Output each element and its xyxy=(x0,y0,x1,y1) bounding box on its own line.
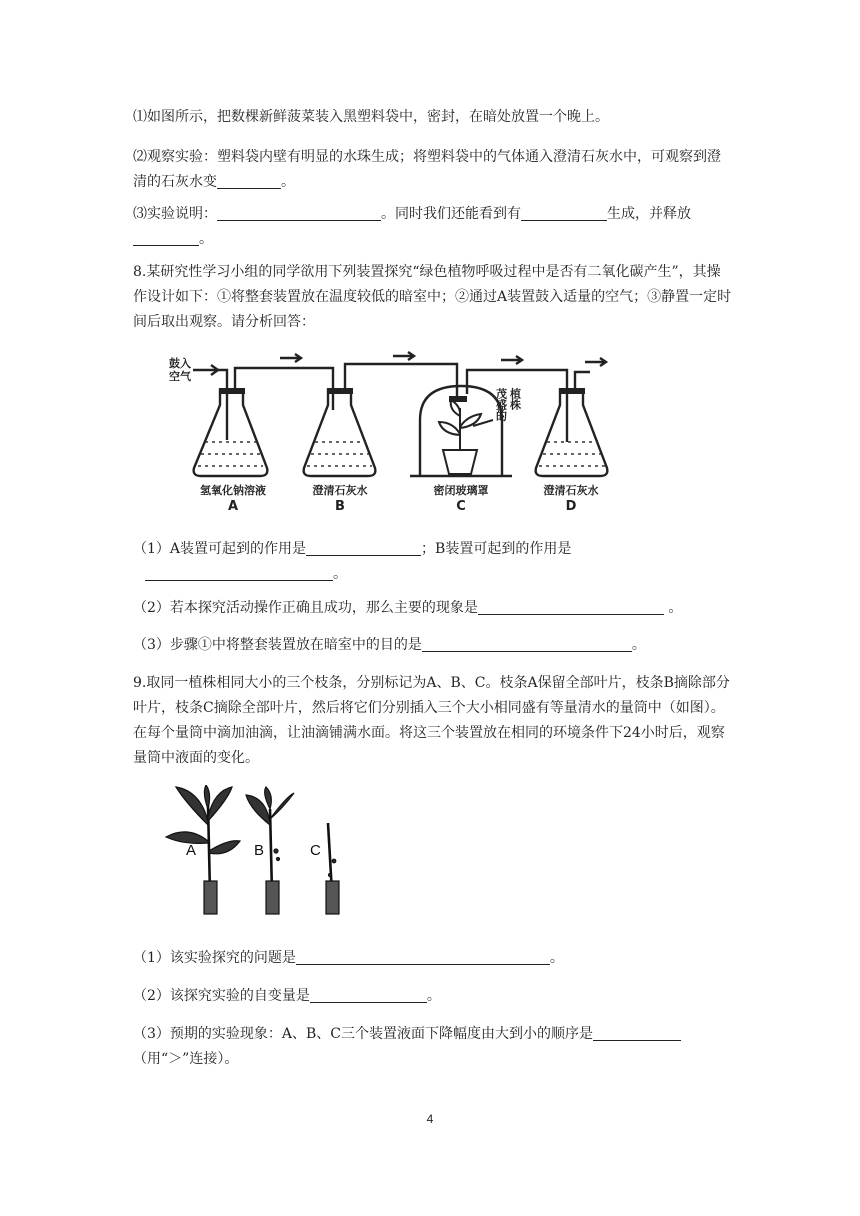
answer-blank[interactable] xyxy=(593,1025,681,1041)
branch-label-a: A xyxy=(186,842,197,859)
q8-sub2: （2）若本探究活动操作正确且成功，那么主要的现象是 。 xyxy=(133,600,683,616)
answer-blank[interactable] xyxy=(306,540,421,556)
plant-label: 植株 xyxy=(508,388,522,410)
answer-blank[interactable] xyxy=(145,565,333,581)
q8-sub1: （1）A装置可起到的作用是 ；B装置可起到的作用是 。 xyxy=(133,541,572,582)
page-number: 4 xyxy=(426,1112,434,1126)
q9-branches-figure xyxy=(158,785,363,915)
answer-blank[interactable] xyxy=(217,205,381,221)
q8-apparatus-figure xyxy=(165,350,620,525)
plant-label: 茂盛的 xyxy=(494,388,508,421)
q8-intro: 8.某研究性学习小组的同学欲用下列装置探究“绿色植物呼吸过程中是否有二氧化碳产生”，其操作设计如下：①将整套装置放在温度较低的暗室中；②通过A装置鼓入适量的空气；③静置一定时间后取出观察。请分析回答： xyxy=(133,264,732,330)
air-in-label: 鼓入 xyxy=(169,357,191,370)
answer-blank[interactable] xyxy=(133,230,199,246)
q9-sub1: （1）该实验探究的问题是 。 xyxy=(133,950,564,966)
apparatus-diagram xyxy=(165,350,620,525)
q9-sub2: （2）该探究实验的自变量是 。 xyxy=(133,988,441,1004)
apparatus-letter-b: B xyxy=(335,499,345,514)
potted-plant-icon xyxy=(439,400,493,474)
answer-blank[interactable] xyxy=(310,987,427,1003)
apparatus-letter-c: C xyxy=(456,499,466,514)
apparatus-name-a: 氢氧化钠溶液 xyxy=(200,484,266,497)
q9-intro: 9.取同一植株相同大小的三个枝条，分别标记为A、B、C。枝条A保留全部叶片，枝条B摘除部分叶片，枝条C摘除全部叶片，然后将它们分别插入三个大小相同盛有等量清水的量筒中（如图）。在每个量筒中滴加油滴，让油滴铺满水面。将这三个装置放在相同的环境条件下24小时后，观察量筒中液面的变化。 xyxy=(133,675,730,766)
answer-blank[interactable] xyxy=(422,636,632,652)
air-in-label: 空气 xyxy=(169,370,191,383)
branch-label-c: C xyxy=(310,842,321,859)
q9-sub3: （3）预期的实验现象：A、B、C三个装置液面下降幅度由大到小的顺序是（用“＞”连接）。 xyxy=(133,1022,733,1072)
apparatus-name-d: 澄清石灰水 xyxy=(543,484,599,497)
apparatus-name-b: 澄清石灰水 xyxy=(312,484,368,497)
branch-label-b: B xyxy=(254,842,265,859)
q8-sub3: （3）步骤①中将整套装置放在暗室中的目的是 。 xyxy=(133,637,646,653)
answer-blank[interactable] xyxy=(521,205,607,221)
q7-step3: ⑶实验说明： 。同时我们还能看到有 生成，并释放。 xyxy=(133,206,691,247)
branch-a-icon xyxy=(166,785,240,914)
apparatus-name-c: 密闭玻璃罩 xyxy=(433,484,489,497)
q7-step1: ⑴如图所示，把数棵新鲜菠菜装入黑塑料袋中，密封，在暗处放置一个晚上。 xyxy=(133,109,609,125)
answer-blank[interactable] xyxy=(217,173,281,189)
branches-diagram xyxy=(158,785,363,915)
answer-blank[interactable] xyxy=(478,599,664,615)
apparatus-letter-a: A xyxy=(227,499,239,514)
answer-blank[interactable] xyxy=(296,949,550,965)
branch-c-icon xyxy=(326,823,339,914)
apparatus-letter-d: D xyxy=(565,499,577,514)
q7-step2: ⑵观察实验：塑料袋内壁有明显的水珠生成；将塑料袋中的气体通入澄清石灰水中，可观察到澄清的石灰水变 。 xyxy=(133,149,721,190)
